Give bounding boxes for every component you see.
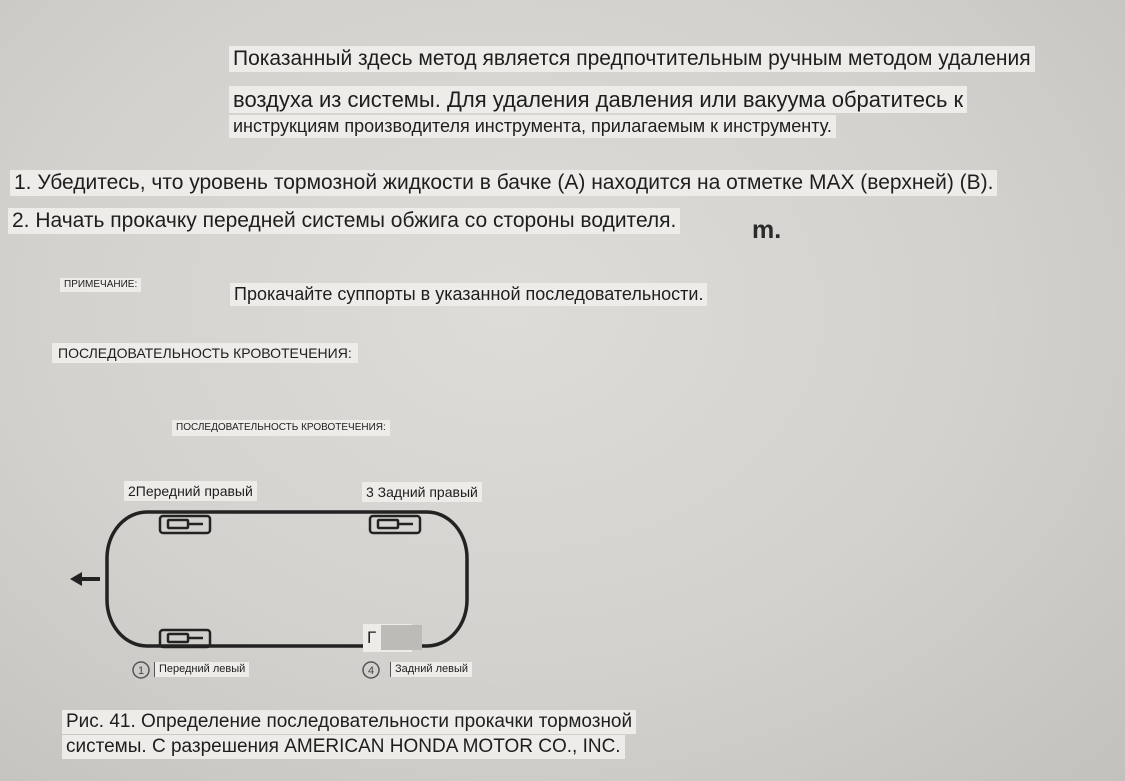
front-right-caliper-icon bbox=[160, 516, 210, 533]
svg-text:1: 1 bbox=[137, 665, 145, 677]
circle-1-icon bbox=[133, 662, 149, 678]
direction-arrow-icon bbox=[70, 572, 100, 586]
rear-left-label: Задний левый bbox=[390, 662, 472, 677]
svg-text:4: 4 bbox=[367, 665, 375, 677]
intro-line-3: инструкциям производителя инструмента, прилагаемым к инструменту. bbox=[229, 115, 836, 138]
rear-right-caliper-icon bbox=[370, 516, 420, 533]
sequence-heading: ПОСЛЕДОВАТЕЛЬНОСТЬ КРОВОТЕЧЕНИЯ: bbox=[52, 343, 358, 363]
caption-line-1: Рис. 41. Определение последовательности прокачки тормозной bbox=[62, 710, 636, 734]
step-2-residue-text: m. bbox=[752, 216, 782, 244]
step-1: 1. Убедитесь, что уровень тормозной жидкости в бачке (A) находится на отметке MAX (верхней) (B). bbox=[10, 170, 997, 196]
circle-4-icon bbox=[363, 662, 379, 678]
rear-right-label: 3 Задний правый bbox=[362, 482, 482, 502]
intro-line-2: воздуха из системы. Для удаления давления или вакуума обратитесь к bbox=[229, 86, 967, 113]
front-left-label: Передний левый bbox=[154, 662, 249, 677]
blank-patch bbox=[381, 625, 422, 650]
stray-character: Г bbox=[363, 624, 412, 652]
note-label: ПРИМЕЧАНИЕ: bbox=[60, 278, 141, 292]
caption-line-2: системы. С разрешения AMERICAN HONDA MOTOR CO., INC. bbox=[62, 735, 625, 759]
diagram-title: ПОСЛЕДОВАТЕЛЬНОСТЬ КРОВОТЕЧЕНИЯ: bbox=[172, 420, 390, 436]
step-2: 2. Начать прокачку передней системы обжига со стороны водителя. bbox=[8, 208, 680, 234]
note-text: Прокачайте суппорты в указанной последовательности. bbox=[230, 283, 707, 306]
front-right-label: 2Передний правый bbox=[124, 481, 257, 501]
intro-line-1: Показанный здесь метод является предпочтительным ручным методом удаления bbox=[229, 46, 1035, 72]
